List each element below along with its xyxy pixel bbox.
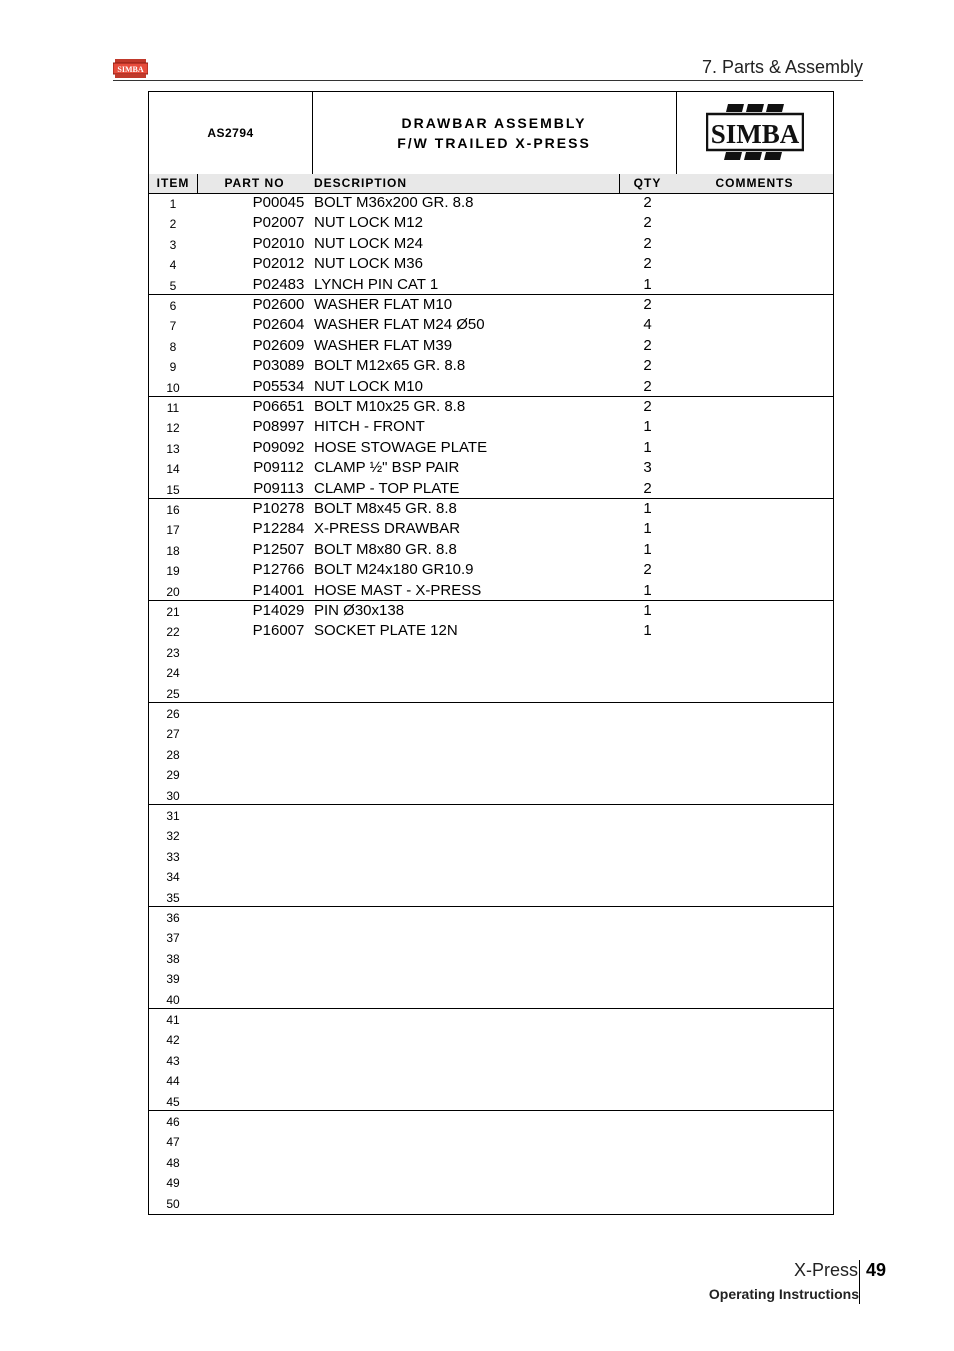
part-description: WASHER FLAT M24 Ø50 xyxy=(314,316,485,334)
table-row xyxy=(149,764,833,784)
item-number: 42 xyxy=(166,1033,180,1048)
item-number: 19 xyxy=(166,564,180,579)
part-description: NUT LOCK M10 xyxy=(314,377,423,395)
quantity: 1 xyxy=(643,540,652,558)
part-description: WASHER FLAT M39 xyxy=(314,336,453,354)
part-description: HOSE STOWAGE PLATE xyxy=(314,438,488,456)
footer-subtitle: Operating Instructions xyxy=(708,1286,859,1302)
part-number: P02600 xyxy=(252,296,305,313)
table-row xyxy=(149,927,833,947)
item-number: 49 xyxy=(166,1176,180,1191)
item-number: 12 xyxy=(166,421,180,436)
table-row xyxy=(149,1131,833,1151)
part-number: P12507 xyxy=(252,540,305,558)
col-item: ITEM xyxy=(156,176,190,190)
col-comments: COMMENTS xyxy=(715,176,794,190)
part-description: BOLT M10x25 GR. 8.8 xyxy=(314,398,466,415)
svg-text:SIMBA: SIMBA xyxy=(117,65,144,74)
table-row xyxy=(149,989,833,1009)
item-number: 36 xyxy=(166,911,180,925)
column-headers xyxy=(149,174,833,194)
col-qty: QTY xyxy=(633,176,662,190)
table-row xyxy=(149,621,833,641)
part-description: BOLT M8x45 GR. 8.8 xyxy=(314,500,457,517)
table-row xyxy=(149,887,833,907)
item-number: 22 xyxy=(166,625,180,640)
item-number: 26 xyxy=(166,707,180,721)
item-number: 25 xyxy=(166,686,180,701)
item-number: 46 xyxy=(166,1115,180,1129)
parts-sheet xyxy=(148,91,834,1215)
part-number: P02010 xyxy=(252,234,305,252)
item-number: 5 xyxy=(169,278,177,293)
item-number: 45 xyxy=(166,1094,180,1109)
table-row xyxy=(149,1009,833,1029)
table-row xyxy=(149,560,833,580)
table-row xyxy=(149,540,833,560)
part-number: P02012 xyxy=(252,255,305,273)
product-name: X-Press xyxy=(793,1260,858,1280)
table-row xyxy=(149,1050,833,1070)
item-number: 21 xyxy=(166,605,180,619)
part-description: PIN Ø30x138 xyxy=(314,602,405,619)
item-number: 10 xyxy=(166,380,180,395)
quantity: 2 xyxy=(643,377,652,395)
quantity: 2 xyxy=(643,561,652,579)
part-description: X-PRESS DRAWBAR xyxy=(314,520,461,538)
title-block xyxy=(149,92,833,175)
logo-text: SIMBA xyxy=(710,119,799,149)
quantity: 2 xyxy=(643,479,652,497)
item-number: 50 xyxy=(166,1196,180,1211)
part-number: P09092 xyxy=(252,438,305,456)
item-number: 40 xyxy=(166,992,180,1007)
part-description: NUT LOCK M24 xyxy=(314,234,423,252)
item-number: 15 xyxy=(166,482,180,497)
quantity: 2 xyxy=(643,296,652,313)
table-row xyxy=(149,479,833,499)
item-number: 33 xyxy=(166,849,180,864)
item-number: 30 xyxy=(166,788,180,803)
simba-logo xyxy=(676,92,833,174)
part-description: BOLT M24x180 GR10.9 xyxy=(314,561,474,579)
divider xyxy=(619,174,620,193)
table-row xyxy=(149,1172,833,1192)
item-number: 41 xyxy=(166,1013,180,1027)
part-description: NUT LOCK M12 xyxy=(314,214,423,232)
col-description: DESCRIPTION xyxy=(314,176,408,190)
table-row xyxy=(149,785,833,805)
part-number: P12284 xyxy=(252,520,305,538)
table-row xyxy=(149,805,833,825)
part-number: P02604 xyxy=(252,316,305,334)
table-row xyxy=(149,825,833,845)
quantity: 2 xyxy=(643,234,652,252)
item-number: 32 xyxy=(166,829,180,844)
table-row xyxy=(149,662,833,682)
item-number: 31 xyxy=(166,809,180,823)
item-number: 17 xyxy=(166,523,180,538)
quantity: 2 xyxy=(643,336,652,354)
table-row xyxy=(149,723,833,743)
quantity: 2 xyxy=(643,357,652,375)
assembly-code: AS2794 xyxy=(149,92,313,174)
part-number: P14029 xyxy=(252,602,305,619)
quantity: 2 xyxy=(643,214,652,232)
footer-divider xyxy=(859,1260,860,1304)
table-row xyxy=(149,213,833,233)
table-row xyxy=(149,417,833,437)
item-number: 4 xyxy=(169,258,177,273)
item-number: 47 xyxy=(166,1135,180,1150)
section-title: 7. Parts & Assembly xyxy=(701,57,863,77)
part-number: P00045 xyxy=(252,194,305,211)
part-number: P14001 xyxy=(252,581,305,599)
part-number: P16007 xyxy=(252,622,305,640)
part-description: CLAMP - TOP PLATE xyxy=(314,479,460,497)
item-number: 14 xyxy=(166,462,180,477)
item-number: 37 xyxy=(166,931,180,946)
part-description: HOSE MAST - X-PRESS xyxy=(314,581,482,599)
quantity: 1 xyxy=(643,438,652,456)
part-description: WASHER FLAT M10 xyxy=(314,296,453,313)
part-number: P08997 xyxy=(252,418,305,436)
table-row xyxy=(149,315,833,335)
item-number: 13 xyxy=(166,441,180,456)
item-number: 16 xyxy=(166,503,180,517)
table-row xyxy=(149,601,833,621)
item-number: 24 xyxy=(166,666,180,681)
table-row xyxy=(149,254,833,274)
item-number: 43 xyxy=(166,1053,180,1068)
table-row xyxy=(149,866,833,886)
table-row xyxy=(149,458,833,478)
table-row xyxy=(149,968,833,988)
item-number: 29 xyxy=(166,768,180,783)
part-number: P10278 xyxy=(252,500,305,517)
quantity: 1 xyxy=(643,418,652,436)
quantity: 1 xyxy=(643,581,652,599)
item-number: 2 xyxy=(169,217,177,232)
table-row xyxy=(149,1070,833,1090)
item-number: 34 xyxy=(166,870,180,885)
simba-logo-icon xyxy=(706,102,804,164)
table-row xyxy=(149,744,833,764)
table-row xyxy=(149,499,833,519)
part-description: BOLT M8x80 GR. 8.8 xyxy=(314,540,457,558)
table-row xyxy=(149,642,833,662)
quantity: 1 xyxy=(643,622,652,640)
item-number: 8 xyxy=(169,339,177,354)
table-row xyxy=(149,703,833,723)
part-description: BOLT M36x200 GR. 8.8 xyxy=(314,194,474,211)
table-row xyxy=(149,377,833,397)
table-row xyxy=(149,438,833,458)
quantity: 1 xyxy=(643,500,652,517)
part-number: P03089 xyxy=(252,357,305,375)
item-number: 18 xyxy=(166,543,180,558)
quantity: 2 xyxy=(643,255,652,273)
part-number: P09113 xyxy=(253,479,304,497)
table-row xyxy=(149,846,833,866)
part-description: LYNCH PIN CAT 1 xyxy=(314,275,439,293)
table-row xyxy=(149,1152,833,1172)
page-number: 49 xyxy=(865,1260,886,1280)
part-number: P05534 xyxy=(252,377,305,395)
table-row xyxy=(149,295,833,315)
item-number: 9 xyxy=(169,360,177,375)
quantity: 2 xyxy=(643,398,652,415)
part-description: NUT LOCK M36 xyxy=(314,255,423,273)
part-number: P06651 xyxy=(252,398,305,415)
part-description: CLAMP ½" BSP PAIR xyxy=(314,459,460,477)
quantity: 1 xyxy=(643,602,652,619)
quantity: 4 xyxy=(643,316,652,334)
table-row xyxy=(149,397,833,417)
item-number: 44 xyxy=(166,1074,180,1089)
part-description: HITCH - FRONT xyxy=(314,418,425,436)
part-number: P12766 xyxy=(252,561,305,579)
table-row xyxy=(149,234,833,254)
item-number: 1 xyxy=(169,197,177,211)
table-row xyxy=(149,336,833,356)
table-row xyxy=(149,519,833,539)
item-number: 35 xyxy=(166,890,180,905)
assembly-title-line2: F/W TRAILED X-PRESS xyxy=(397,135,591,151)
quantity: 1 xyxy=(643,275,652,293)
divider xyxy=(197,174,198,193)
item-number: 11 xyxy=(166,401,180,415)
assembly-title-line1: DRAWBAR ASSEMBLY xyxy=(401,115,587,131)
table-row xyxy=(149,948,833,968)
item-number: 6 xyxy=(169,299,177,313)
table-row xyxy=(149,907,833,927)
part-number: P09112 xyxy=(253,459,304,477)
quantity: 3 xyxy=(643,459,652,477)
table-row xyxy=(149,1091,833,1111)
item-number: 48 xyxy=(166,1155,180,1170)
item-number: 20 xyxy=(166,584,180,599)
assembly-title xyxy=(312,92,677,174)
table-row xyxy=(149,1029,833,1049)
table-row xyxy=(149,581,833,601)
col-part-no: PART NO xyxy=(224,176,285,190)
item-number: 7 xyxy=(169,319,177,334)
simba-small-logo xyxy=(113,59,148,78)
item-number: 3 xyxy=(169,237,177,252)
item-number: 23 xyxy=(166,645,180,660)
table-row xyxy=(149,356,833,376)
quantity: 1 xyxy=(643,520,652,538)
item-number: 38 xyxy=(166,951,180,966)
item-number: 39 xyxy=(166,972,180,987)
table-row xyxy=(149,683,833,703)
part-number: P02483 xyxy=(252,275,305,293)
item-number: 28 xyxy=(166,747,180,762)
quantity: 2 xyxy=(643,194,652,211)
part-number: P02007 xyxy=(252,214,305,232)
header-divider xyxy=(113,80,863,81)
item-number: 27 xyxy=(166,727,180,742)
table-row xyxy=(149,193,833,213)
table-row xyxy=(149,1111,833,1131)
table-row xyxy=(149,1193,833,1213)
part-number: P02609 xyxy=(252,336,305,354)
part-description: SOCKET PLATE 12N xyxy=(314,622,458,640)
table-row xyxy=(149,275,833,295)
part-description: BOLT M12x65 GR. 8.8 xyxy=(314,357,466,375)
